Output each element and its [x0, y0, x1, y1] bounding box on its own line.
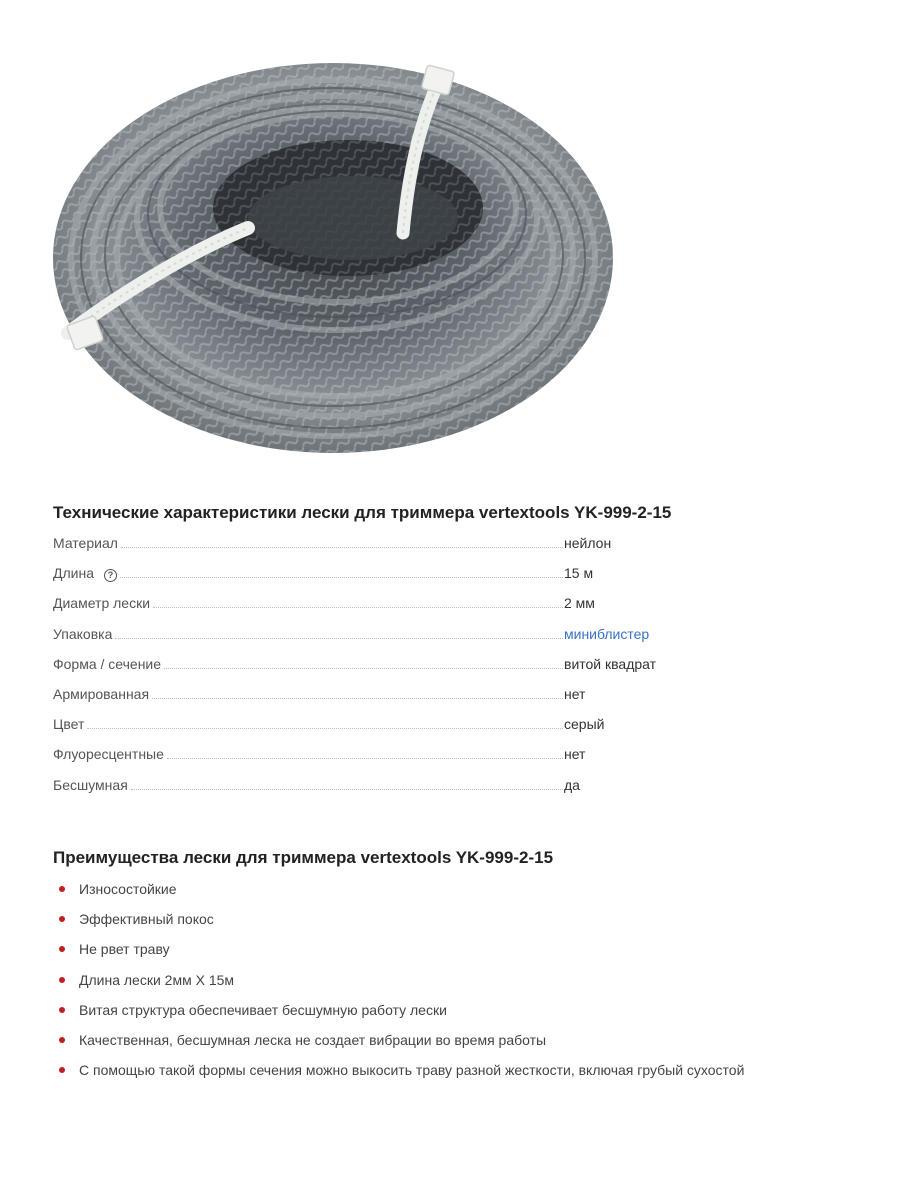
spec-value: нейлон — [564, 535, 612, 551]
specs-section — [53, 501, 853, 806]
spec-label-wrap — [53, 625, 563, 643]
spec-value: 2 мм — [564, 595, 595, 612]
spec-label: Диаметр лески — [53, 594, 153, 612]
spec-label: Форма / сечение — [53, 655, 164, 673]
bullet-dot-icon — [59, 1007, 65, 1013]
benefit-item — [53, 940, 853, 970]
spec-leader-dots — [120, 577, 563, 578]
benefit-text: С помощью такой формы сечения можно выкосить траву разной жесткости, включая грубый сухостой — [79, 1062, 745, 1079]
spec-leader-dots — [153, 607, 563, 608]
spec-value: серый — [564, 716, 605, 733]
spec-label-wrap — [53, 715, 563, 733]
spec-label: Цвет — [53, 715, 87, 733]
spec-label: Длина — [53, 564, 97, 582]
specs-title: Технические характеристики лески для триммера vertextools YK-999-2-15 — [53, 503, 672, 522]
spec-row — [53, 564, 853, 594]
spec-row — [53, 745, 853, 775]
product-image — [48, 58, 618, 468]
spec-label-wrap — [53, 594, 563, 612]
spec-value: нет — [564, 685, 586, 702]
benefit-text: Износостойкие — [79, 881, 177, 897]
spec-row — [53, 715, 853, 745]
spec-value: витой квадрат — [564, 655, 657, 672]
spec-label-wrap — [53, 534, 563, 552]
benefit-text: Витая структура обеспечивает бесшумную работу лески — [79, 1001, 447, 1018]
bullet-dot-icon — [59, 916, 65, 922]
spec-leader-dots — [164, 668, 563, 669]
bullet-dot-icon — [59, 1037, 65, 1043]
spec-leader-dots — [121, 547, 563, 548]
spec-label-wrap — [53, 655, 563, 673]
spec-label-wrap — [53, 776, 563, 794]
benefit-text: Качественная, бесшумная леска не создает вибрации во время работы — [79, 1031, 547, 1048]
spec-row — [53, 655, 853, 685]
benefit-item — [53, 1061, 853, 1091]
benefit-item — [53, 910, 853, 940]
spec-label: Армированная — [53, 685, 152, 703]
spec-value: нет — [564, 746, 586, 763]
benefits-section — [53, 846, 853, 1091]
specs-list — [53, 534, 853, 806]
spec-label-wrap — [53, 745, 563, 763]
bullet-dot-icon — [59, 946, 65, 952]
spec-label-wrap — [53, 685, 563, 703]
bullet-dot-icon — [59, 1067, 65, 1073]
spec-label: Упаковка — [53, 625, 115, 643]
benefit-item — [53, 880, 853, 910]
spec-value: 15 м — [564, 565, 594, 582]
bullet-dot-icon — [59, 886, 65, 892]
benefit-item — [53, 1001, 853, 1031]
spec-row — [53, 685, 853, 715]
benefit-text: Не рвет траву — [79, 941, 170, 958]
spec-value-link[interactable]: миниблистер — [564, 625, 650, 642]
help-icon[interactable]: ? — [104, 569, 117, 582]
spec-leader-dots — [131, 789, 563, 790]
benefit-item — [53, 971, 853, 1001]
spec-label: Флуоресцентные — [53, 745, 167, 763]
spec-row — [53, 594, 853, 624]
benefits-title: Преимущества лески для триммера vertextools YK-999-2-15 — [53, 848, 554, 867]
spec-row — [53, 776, 853, 806]
bullet-dot-icon — [59, 977, 65, 983]
benefits-list — [53, 880, 853, 1091]
spec-row — [53, 625, 853, 655]
spec-row — [53, 534, 853, 564]
spec-leader-dots — [115, 638, 563, 639]
spec-leader-dots — [87, 728, 563, 729]
spec-leader-dots — [167, 758, 563, 759]
benefit-text: Длина лески 2мм Х 15м — [79, 971, 235, 988]
spec-value: да — [564, 776, 580, 793]
spec-leader-dots — [152, 698, 563, 699]
benefit-item — [53, 1031, 853, 1061]
spec-label: Материал — [53, 534, 121, 552]
spec-label-wrap — [53, 564, 563, 582]
benefit-text: Эффективный покос — [79, 911, 214, 928]
spec-label: Бесшумная — [53, 776, 131, 794]
